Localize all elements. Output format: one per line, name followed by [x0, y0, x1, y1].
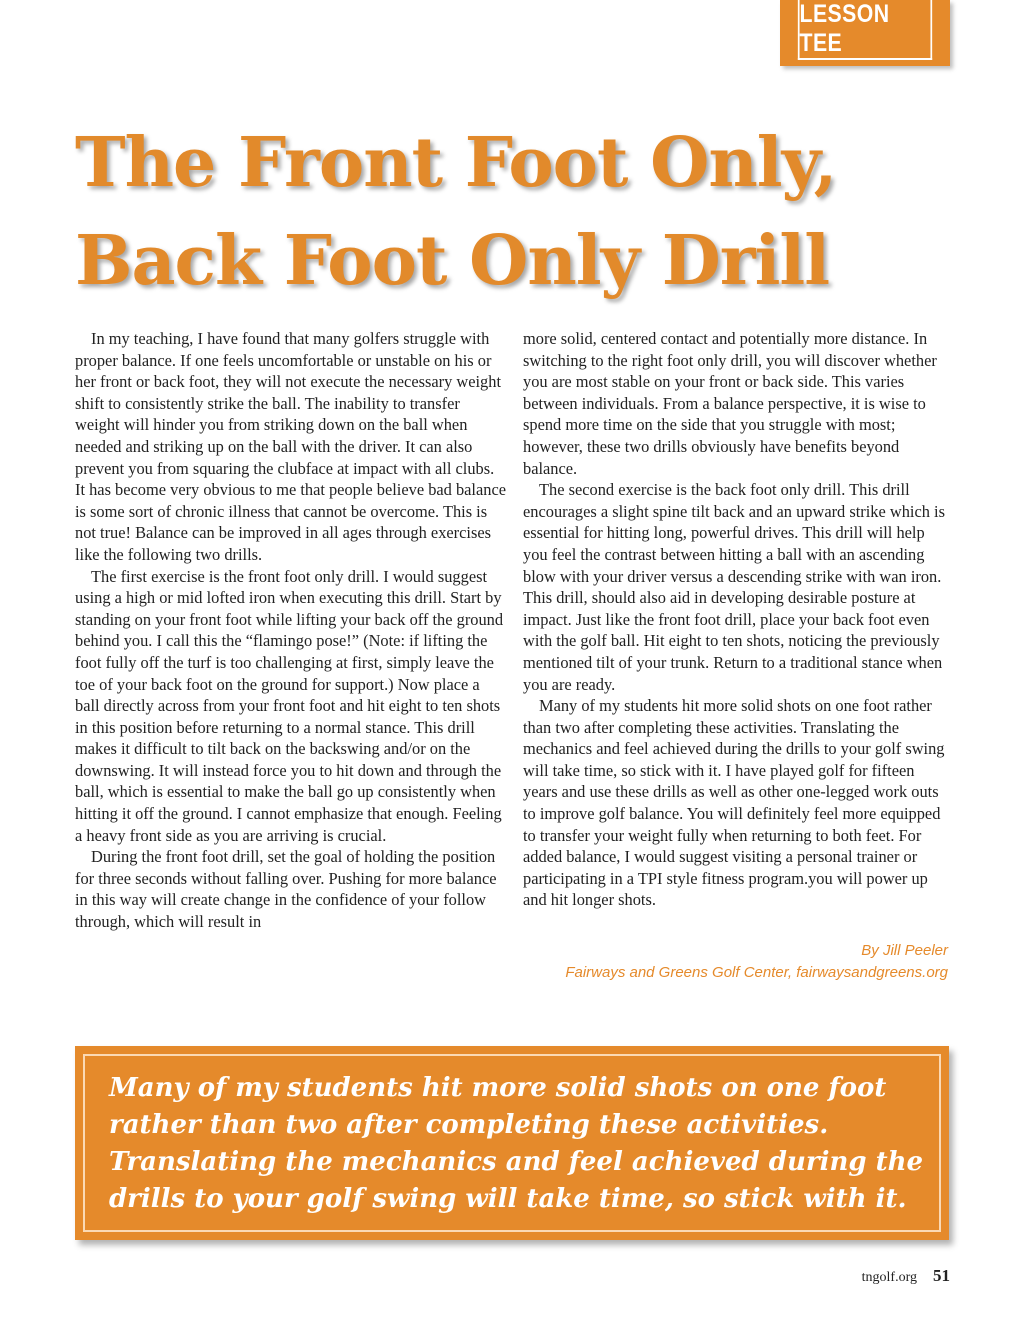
- pull-quote-box: [75, 1046, 949, 1240]
- page-footer: [862, 1266, 950, 1286]
- section-tab: [780, 0, 950, 66]
- byline-author: By Jill Peeler: [861, 942, 948, 959]
- right-paragraph-2: The second exercise is the back foot only drill. This drill encourages a slight spine tilt back and an upward strike which is essential for hitting long, powerful drives. This drill will help you feel the contrast between hitting a ball with an ascending blow with your driver versus a descending strike with wan iron. This drill, should also aid in developing desirable posture at impact. Just like the front foot drill, place your back foot even with the golf ball. Hit eight to ten shots, noticing the previously mentioned tilt of your trunk. Return to a traditional stance when you are ready.: [523, 480, 945, 694]
- left-paragraph-1: In my teaching, I have found that many golfers struggle with proper balance. If one feels uncomfortable or unstable on his or her front or back foot, they will not execute the necessary weight shift to consistently strike the ball. The inability to transfer weight will hinder you from striking down on the ball when needed and striking up on the ball with the driver. It can also prevent you from squaring the clubface at impact with all clubs. It has become very obvious to me that people believe bad balance is some sort of chronic illness that cannot be overcome. This is not true! Balance can be improved in all ages through exercises like the following two drills.: [75, 329, 507, 564]
- footer-site: tngolf.org: [861, 1270, 917, 1285]
- article-title-line-1: The Front Foot Only,: [75, 123, 837, 203]
- page-number: 51: [933, 1266, 950, 1285]
- right-column: [523, 328, 951, 911]
- left-paragraph-2: The first exercise is the front foot only drill. I would suggest using a high or mid lofted iron when executing this drill. Start by standing on your front foot while lifting your back off the ground behind you. I call this the “flamingo pose!” (Note: if lifting the foot fully off the turf is too challenging at first, simply leave the toe of your back foot on the ground for support.) Now place a ball directly across from your front foot and hit eight to ten shots in this position before returning to a normal stance. This drill makes it difficult to tilt back on the backswing and/or on the downswing. It will instead force you to hit down and through the ball, which is essential to make the ball go up consistently when hitting it off the ground. I cannot emphasize that enough. Feeling a heavy front side as you are arriving is crucial.: [75, 566, 504, 845]
- left-column: [75, 328, 507, 933]
- article-title-line-2: Back Foot Only Drill: [75, 221, 830, 301]
- pull-quote-line-2: rather than two after completing these activities.: [109, 1110, 829, 1140]
- pull-quote-line-3: Translating the mechanics and feel achieved during the: [109, 1147, 924, 1177]
- pull-quote-text: [109, 1070, 929, 1218]
- right-paragraph-3: Many of my students hit more solid shots on one foot rather than two after completing these activities. Translating the mechanics and feel achieved during the drills to your golf swing will take time, so stick with it. I have played golf for fifteen years and use these drills as well as other one-legged work outs to improve golf balance. You will definitely feel more equipped to transfer your weight fully when returning to both feet. For added balance, I would suggest visiting a personal trainer or participating in a TPI style fitness program.you will power up and hit longer shots.: [523, 696, 945, 910]
- pull-quote-line-1: Many of my students hit more solid shots on one foot: [109, 1073, 887, 1103]
- byline: [565, 940, 948, 984]
- right-paragraph-1: more solid, centered contact and potentially more distance. In switching to the right foot only drill, you will discover whether you are most stable on your front or back side. This varies between individuals. From a balance perspective, it is wise to spend more time on the side that you struggle with most; however, these two drills obviously have benefits beyond balance.: [523, 329, 937, 478]
- pull-quote-line-4: drills to your golf swing will take time, so stick with it.: [109, 1184, 907, 1214]
- byline-affiliation: Fairways and Greens Golf Center, fairwaysandgreens.org: [565, 964, 948, 981]
- section-tab-label: LESSON TEE: [798, 0, 932, 60]
- article-title: [75, 114, 975, 310]
- left-paragraph-3: During the front foot drill, set the goal of holding the position for three seconds without falling over. Pushing for more balance in this way will create change in the confidence of your follow through, which will result in: [75, 847, 497, 932]
